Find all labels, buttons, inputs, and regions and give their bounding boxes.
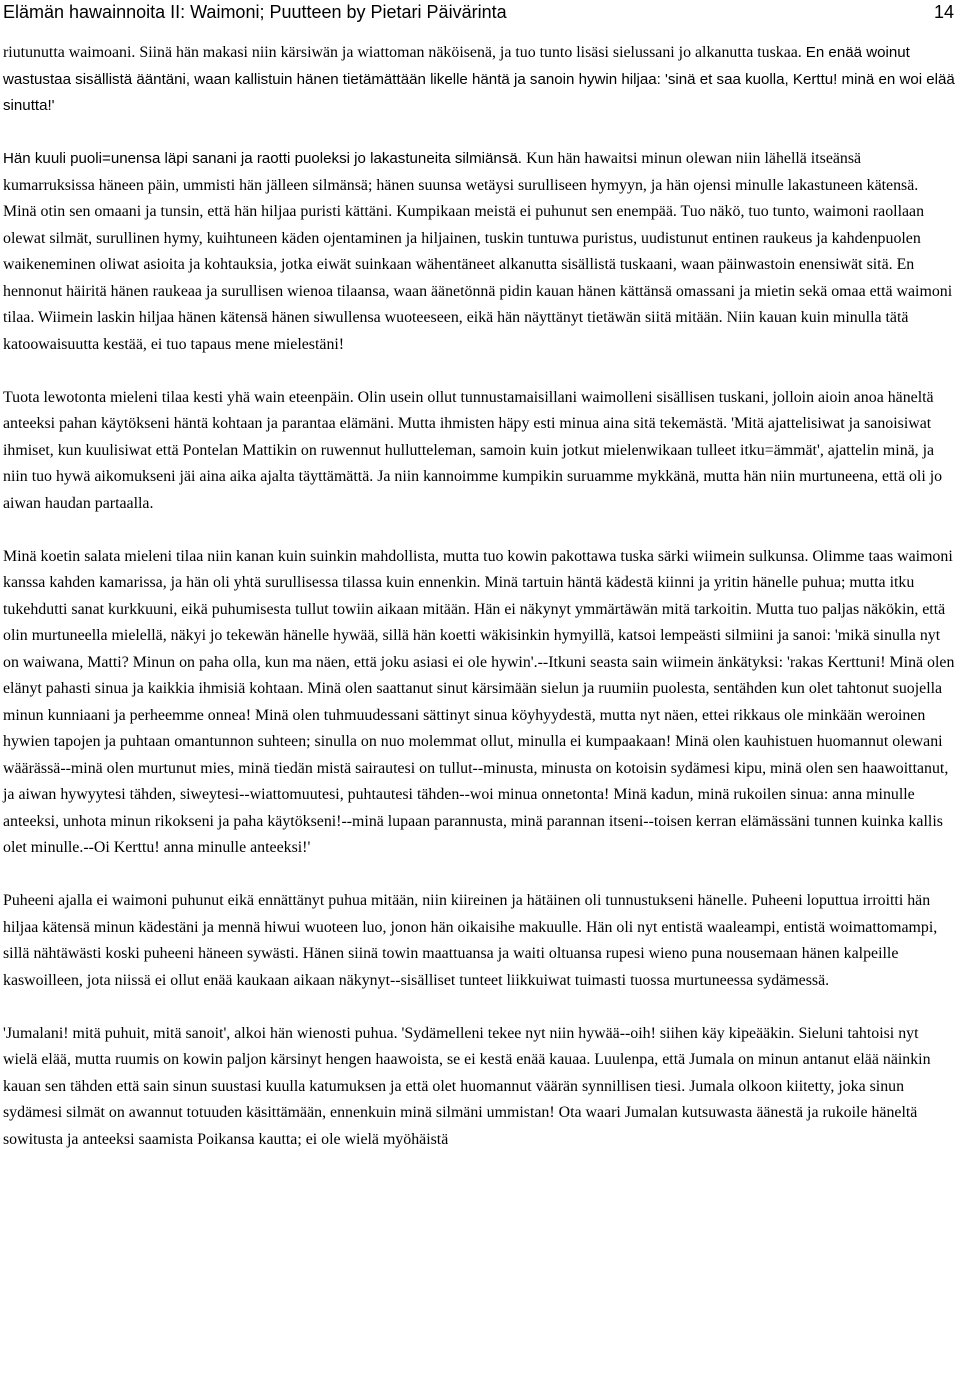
document-title: Elämän hawainnoita II: Waimoni; Puutteen by Pietari Päivärinta	[3, 2, 507, 22]
paragraph	[3, 1021, 955, 1154]
paragraph	[3, 385, 955, 518]
paragraph	[3, 544, 955, 862]
page-number: 14	[933, 2, 954, 22]
paragraph-text: Kun hän hawaitsi minun olewan niin lähellä itseänsä kumarruksissa häneen päin, ummisti hän jälleen silmänsä; hänen suunsa wetäysi surulliseen hymyyn, ja hän ojensi minulle lakastuneen kätensä. Minä otin sen omaani ja tunsin, että hän hiljaa puristi kättäni. Kumpikaan meistä ei puhunut sen enempää. Tuo näkö, tuo tunto, waimoni raollaan olewat silmät, surullinen hymy, kuihtuneen käden ojentaminen ja hiljainen, tuskin tuntuwa puristus, uudistunut entinen raukeus ja kahdenpuolen waikeneminen oliwat asioita ja kohtauksia, jotka eiwät suinkaan wähentäneet alkanutta sisällistä tuskaani, waan päinwastoin enensiwät sitä. En hennonut häiritä hänen raukeaa ja surullisen wienoa tilaansa, waan äänetönnä pidin kauan hänen kättänsä omassani ja mietin sekä omaa että waimoni tilaa. Wiimein laskin hiljaa hänen kätensä hänen siwullensa wuoteeseen, eikä hän näyttänyt tietäwän siitä mitään. Niin kauan kuin minulla tätä katoowaisuutta kestää, ei tuo tapaus mene mielestäni!	[3, 150, 953, 353]
paragraph-text: riutunutta waimoani. Siinä hän makasi niin kärsiwän ja wiattoman näköisenä, ja tuo tunto lisäsi sielussani jo alkanutta tuskaa.	[3, 44, 806, 61]
paragraph-text: Tuota lewotonta mieleni tilaa kesti yhä wain eteenpäin. Olin usein ollut tunnustamaisillani waimolleni sisällisen tuskani, jolloin aioin anoa häneltä anteeksi pahan käytökseni häntä kohtaan ja parantaa elämäni. Mutta ihmisten häpy esti minua aina sitä tekemästä. 'Mitä ajattelisiwat ja sanoisiwat ihmiset, kun kuulisiwat että Pontelan Mattikin on ruwennut hullutteleman, samoin kuin jotkut mielenwikaan tulleet itku=ämmät', ajattelin minä, ja niin tuo hywä aikomukseni jäi aina aika ajalta täyttämättä. Ja niin kannoimme kumpikin suruamme mykkänä, mutta hän niin murtuneena, että oli jo aiwan haudan partaalla.	[3, 388, 943, 512]
paragraph-text: En enää woinut wastustaa sisällistä ääntäni, waan kallistuin hänen tietämättään likelle häntä ja sanoin hywin hiljaa: 'sinä et saa kuolla, Kerttu! minä en woi elää sinutta!'	[3, 44, 955, 114]
document-body	[3, 40, 955, 1180]
paragraph-text: Hän kuuli puoli=unensa läpi sanani ja raotti puoleksi jo lakastuneita silmiänsä.	[3, 150, 527, 167]
paragraph-text: 'Jumalani! mitä puhuit, mitä sanoit', alkoi hän wienosti puhua. 'Sydämelleni tekee nyt niin hywää--oih! siihen käy kipeääkin. Sieluni tahtoisi nyt wielä elää, mutta ruumis on kowin paljon kärsinyt hengen haawoista, se ei kestä enää kauaa. Luulenpa, että Jumala on minun antanut elää näinkin kauan sen tähden että sain sinun suustasi kuulla katumuksen ja että olet huomannut väärän synnillisen tiesi. Jumala olkoon kiitetty, joka sinun sydämesi silmät on awannut totuuden käsittämään, ennenkuin minä silmäni ummistan! Ota waari Jumalan kutsuwasta äänestä ja rukoile häneltä sowitusta ja anteeksi saamista Poikansa kautta; ei ole wielä myöhäistä	[3, 1024, 931, 1148]
page-header	[0, 0, 960, 24]
paragraph-text: Puheeni ajalla ei waimoni puhunut eikä ennättänyt puhua mitään, niin kiireinen ja hätäinen oli tunnustukseni hänelle. Puheeni loputtua irroitti hän hiljaa kätensä minun kädestäni ja mennä hiwui wuoteen luo, jonon hän oikaisihe makuulle. Hän oli nyt entistä waaleampi, entistä woimattomampi, sillä nähtäwästi koski puheeni häneen sywästi. Hänen siinä towin maattuansa ja waiti oltuansa rupesi wieno puna nousemaan hänen kalpeille kaswoilleen, jota niissä ei ollut enää kaukaan aikaan näkynyt--sisälliset tunteet liikkuiwat tuimasti tuossa murtuneessa sydämessä.	[3, 892, 938, 989]
paragraph-text: Minä koetin salata mieleni tilaa niin kanan kuin suinkin mahdollista, mutta tuo kowin pakottawa tuska särki wiimein sulkunsa. Olimme taas waimoni kanssa kahden kamarissa, ja hän oli yhtä surullisessa tilassa kuin ennenkin. Minä tartuin häntä kädestä kiinni ja yritin hänelle puhua; mutta itku tukehdutti sanat kurkkuuni, eikä puhumisesta tullut towiin aikaan mitään. Hän ei näkynyt ymmärtäwän mitä tarkoitin. Mutta tuo paljas näkökin, että olin murtuneella mielellä, näkyi jo tekewän hänelle hywää, sillä hän koetti wäkisinkin hymyillä, katsoi lempeästi silmiini ja sanoi: 'mikä sinulla nyt on waiwana, Matti? Minun on paha olla, kun ma näen, että joku asiasi ei ole hywin'.--Itkuni seasta sain wiimein änkätyksi: 'rakas Kerttuni! Minä olen elänyt pahasti sinua ja kaikkia ihmisiä kohtaan. Minä olen saattanut sinut kärsimään sielun ja ruumiin puolesta, sentähden kun olet tahtonut suojella minun kunniaani ja perheemme onnea! Minä olen tuhmuudessani sättinyt sinua köyhyydestä, mutta nyt näen, ettei rikkaus ole minkään weroinen hywien tapojen ja puhtaan omantunnon suhteen; sinulla on nuo molemmat ollut, minulla ei kumpaakaan! Minä olen kauhistuen huomannut olewani wäärässä--minä olen murtunut mies, minä tiedän mistä sairautesi on tullut--minusta, minusta on kotoisin sydämesi kipu, minä olen sen haawoittanut, ja aiwan hywyytesi tähden, siweytesi--wiattomuutesi, puhtautesi tähden--woi minua onnetonta! Minä kadun, minä rukoilen sinua: anna minulle anteeksi, unhota minun rikokseni ja paha käytökseni!--minä lupaan parannusta, minä parannan itseni--toisen kerran elämässäni tunnen kuinka kallis olet minulle.--Oi Kerttu! anna minulle anteeksi!'	[3, 547, 955, 856]
paragraph	[3, 146, 955, 358]
paragraph	[3, 40, 955, 120]
paragraph	[3, 888, 955, 994]
